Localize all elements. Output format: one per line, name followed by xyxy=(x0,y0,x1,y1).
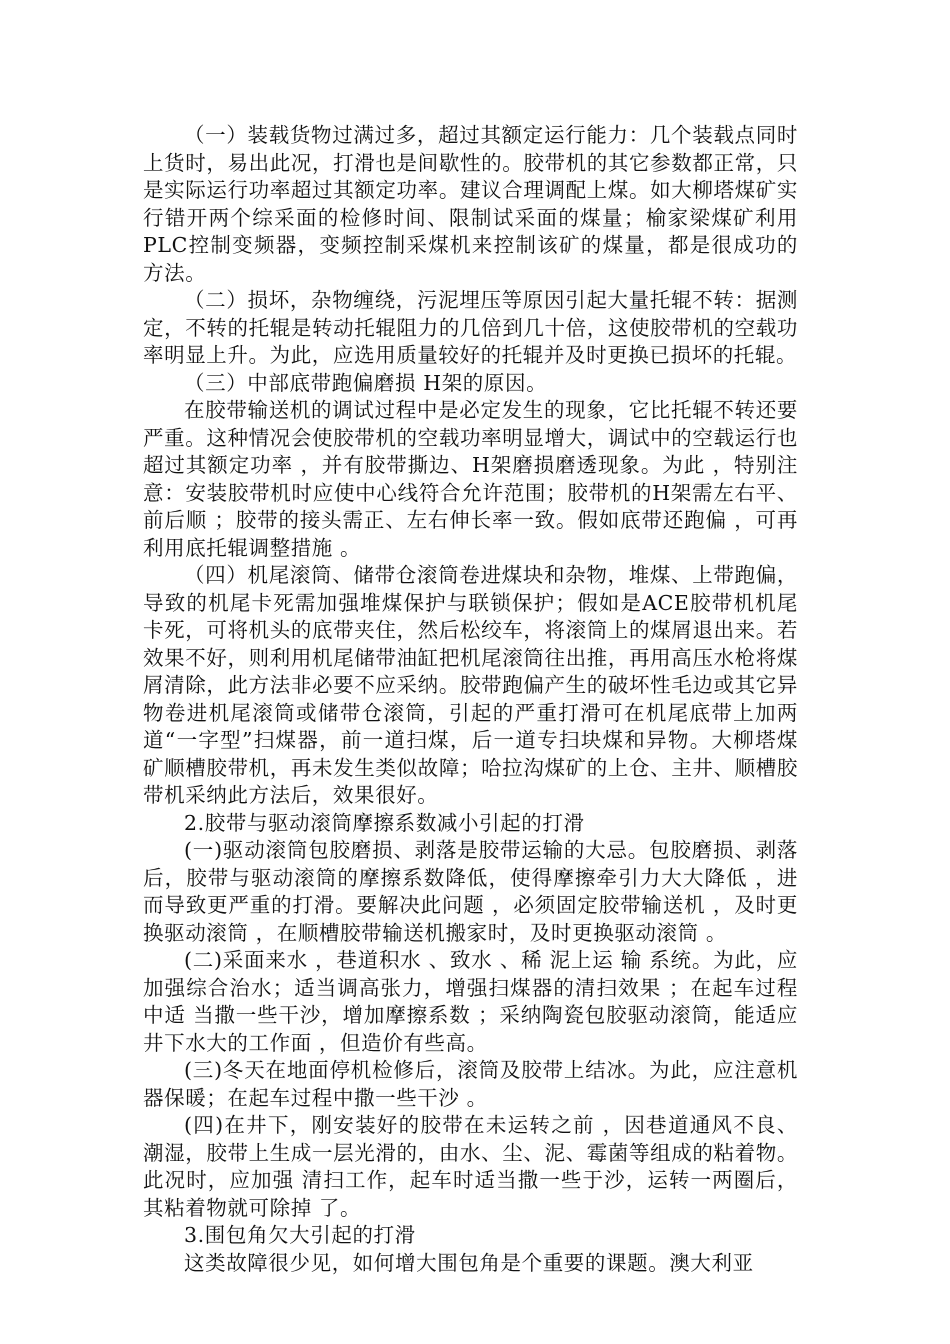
paragraph-lagging-wear: (一)驱动滚筒包胶磨损、剥落是胶带运输的大忌。包胶磨损、剥落后，胶带与驱动滚筒的摩擦系数降低，使得摩擦牵引力大大降低 ，进而导致更严重的打滑。要解决此问题 ，必须固定胶带输送机 ，及时更换驱动滚筒 ，在顺槽胶带输送机搬家时，及时更换驱动滚筒 。 xyxy=(143,838,798,945)
paragraph-belt-deviation: 在胶带输送机的调试过程中是必定发生的现象，它比托辊不转还要严重。这种情况会使胶带机的空载功率明显增大，调试中的空载运行也超过其额定功率 ，并有胶带撕边、H架磨损磨透现象。为此 ，特别注意：安装胶带机时应使中心线符合允许范围；胶带机的H架需左右平、前后顺 ；胶带的接头需正、左右伸长率一致。假如底带还跑偏 ，可再利用底托辊调整措施 。 xyxy=(143,398,798,560)
body-text xyxy=(143,122,798,1277)
paragraph-idler-failure: （二）损坏，杂物缠绕，污泥埋压等原因引起大量托辊不转：据测定，不转的托辊是转动托辊阻力的几倍到几十倍，这使胶带机的空载功率明显上升。为此，应选用质量较好的托辊并及时更换已损坏的托辊。 xyxy=(143,288,798,367)
paragraph-tail-drum: （四）机尾滚筒、储带仓滚筒卷进煤块和杂物，堆煤、上带跑偏，导致的机尾卡死需加强堆煤保护与联锁保护；假如是ACE胶带机机尾卡死，可将机头的底带夹住，然后松绞车，将滚筒上的煤屑退出来。若效果不好，则利用机尾储带油缸把机尾滚筒往出推，再用高压水枪将煤屑清除，此方法非必要不应采纳。胶带跑偏产生的破坏性毛边或其它异物卷进机尾滚筒或储带仓滚筒，引起的严重打滑可在机尾底带上加两道“一字型”扫煤器，前一道扫煤，后一道专扫块煤和异物。大柳塔煤矿顺槽胶带机，再未发生类似故障；哈拉沟煤矿的上仓、主井、顺槽胶带机采纳此方法后，效果很好。 xyxy=(143,563,798,807)
paragraph-h-frame-heading: （三）中部底带跑偏磨损 H架的原因。 xyxy=(184,370,548,395)
paragraph-overload: （一）装载货物过满过多，超过其额定运行能力：几个装载点同时上货时，易出此况，打滑也是间歇性的。胶带机的其它参数都正常，只是实际运行功率超过其额定功率。建议合理调配上煤。如大柳塔煤矿实行错开两个综采面的检修时间、限制试采面的煤量；榆家梁煤矿利用PLC控制变频器，变频控制采煤机来控制该矿的煤量，都是很成功的方法。 xyxy=(143,123,798,285)
paragraph-new-belt: (四)在井下，刚安装好的胶带在未运转之前 ，因巷道通风不良、潮湿，胶带上生成一层光滑的，由水、尘、泥、霉菌等组成的粘着物。此况时，应加强 清扫工作，起车时适当撒一些于沙，运转一两圈后，其粘着物就可除掉 了。 xyxy=(143,1113,798,1220)
section-heading-friction: 2.胶带与驱动滚筒摩擦系数减小引起的打滑 xyxy=(184,810,585,835)
paragraph-water: (二)采面来水 ，巷道积水 、致水 、稀 泥上运 输 系统。为此，应加强综合治水；适当调高张力，增强扫煤器的清扫效果 ；在起车过程中适 当撒一些干沙，增加摩擦系数 ；采纳陶瓷包胶驱动滚筒，能适应井下水大的工作面 ，但造价有些高。 xyxy=(143,948,798,1055)
paragraph-wrap-angle: 这类故障很少见，如何增大围包角是个重要的课题。澳大利亚 xyxy=(184,1250,754,1275)
section-heading-wrap-angle: 3.围包角欠大引起的打滑 xyxy=(184,1223,416,1247)
paragraph-icing: (三)冬天在地面停机检修后，滚筒及胶带上结冰。为此，应注意机器保暖；在起车过程中撒一些干沙 。 xyxy=(143,1058,798,1110)
